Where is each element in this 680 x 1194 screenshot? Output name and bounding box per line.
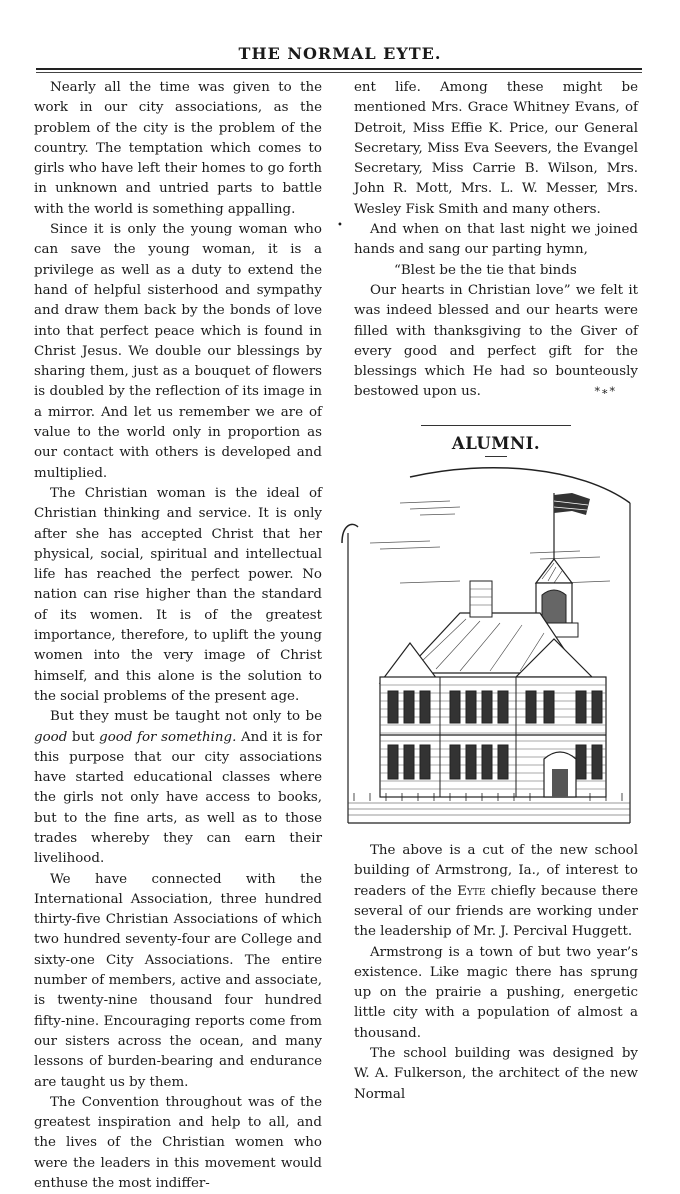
school-building-illustration bbox=[340, 463, 632, 833]
paragraph: The Convention throughout was of the greatest inspiration and help to all, and the lives of the Christian women who were the leaders in this movement would enthuse the most indiffer- bbox=[34, 1094, 322, 1192]
paragraph: The Christian woman is the ideal of Christian thinking and service. It is only after she has accepted Christ that her physical, social, spiritual and intellectual life has reached the perfect power. No nation can rise higher than the standard of its women. It is of the greatest importance, therefore, to uplift the young women into the very image of Christ himself, and this alone is the solution to the social problems of the present age. bbox=[34, 485, 322, 704]
paragraph: ent life. Among these might be mentioned Mrs. Grace Whitney Evans, of Detroit, Miss Effie K. Price, our General Secretary, Miss Eva Seevers, the Evangel Secretary, Miss Carrie B. Wilson, Mrs. John R. Mott, Mrs. L. W. Messer, Mrs. Wesley Fisk Smith and many others. bbox=[354, 80, 638, 217]
title-underline bbox=[485, 456, 507, 457]
right-column bbox=[354, 78, 638, 1105]
masthead-title: THE NORMAL EYTE. bbox=[238, 44, 442, 63]
section-title: ALUMNI. bbox=[451, 433, 541, 453]
text-run: chiefly because there several of our friends are working under the leadership of Mr. J. Percival Huggett. bbox=[354, 883, 638, 940]
paragraph: Armstrong is a town of but two year’s existence. Like magic there has sprung up on the prairie a pushing, energetic little city with a population of almost a thousand. bbox=[354, 944, 638, 1041]
small-caps-text: Eyte bbox=[457, 883, 486, 899]
text-run: Our hearts in Christian love” we felt it was indeed blessed and our hearts were filled with thanksgiving to the Giver of every good and perfect gift for the blessings which He had so bounteously bestowed upon us. bbox=[354, 282, 638, 400]
paragraph: Since it is only the young woman who can save the young woman, it is a privilege as well as a duty to extend the hand of helpful sisterhood and sympathy and draw them back by the bonds of love into that perfect peace which is found in Christ Jesus. We double our blessings by sharing them, just as a bouquet of flowers is doubled by the reflection of its image in a mirror. And let us remember we are of value to the world only in proportion as our contact with others is developed and multiplied. bbox=[34, 222, 322, 481]
paragraph: The school building was designed by W. A. Fulkerson, the architect of the new Normal bbox=[354, 1046, 638, 1102]
italic-text: good for something. bbox=[99, 729, 237, 745]
paragraph: Nearly all the time was given to the work in our city associations, as the problem of the city is the problem of the country. The temptation which comes to girls who have left their homes to go forth in unknown and untried parts to battle with the world is something appalling. bbox=[34, 80, 322, 217]
paragraph bbox=[354, 841, 638, 942]
paragraph bbox=[34, 707, 322, 869]
left-column bbox=[34, 78, 322, 1194]
hymn-verse: “Blest be the tie that binds bbox=[394, 262, 577, 278]
text-run: And it is for this purpose that our city associations have started educational classes where the girls not only have access to books, but to the fine arts, as well as to those trades whereby they can earn their livelihood. bbox=[34, 729, 322, 867]
margin-mark: • bbox=[337, 220, 343, 231]
text-run: The above is a cut of the new school building of Armstrong, Ia., of interest to readers of the bbox=[354, 843, 638, 899]
paragraph: And when on that last night we joined hands and sang our parting hymn, bbox=[354, 222, 638, 258]
paragraph bbox=[354, 281, 638, 403]
text-run: but bbox=[67, 729, 100, 745]
paragraph: We have connected with the International Association, three hundred thirty-five Christian Associations of which two hundred seventy-four are College and sixty-one City Associations. The entire number of members, active and associate, is twenty-nine thousand four hundred fifty-nine. Encouraging reports come from our sisters across the ocean, and many lessons of burden-bearing and endurance are taught us by them. bbox=[34, 871, 322, 1090]
italic-text: good bbox=[34, 729, 68, 745]
masthead-rule-thin bbox=[36, 72, 642, 73]
asterism: *∗* bbox=[594, 385, 616, 399]
section-divider bbox=[421, 425, 571, 426]
text-run: But they must be taught not only to be bbox=[50, 709, 322, 725]
masthead-rule bbox=[36, 68, 642, 70]
